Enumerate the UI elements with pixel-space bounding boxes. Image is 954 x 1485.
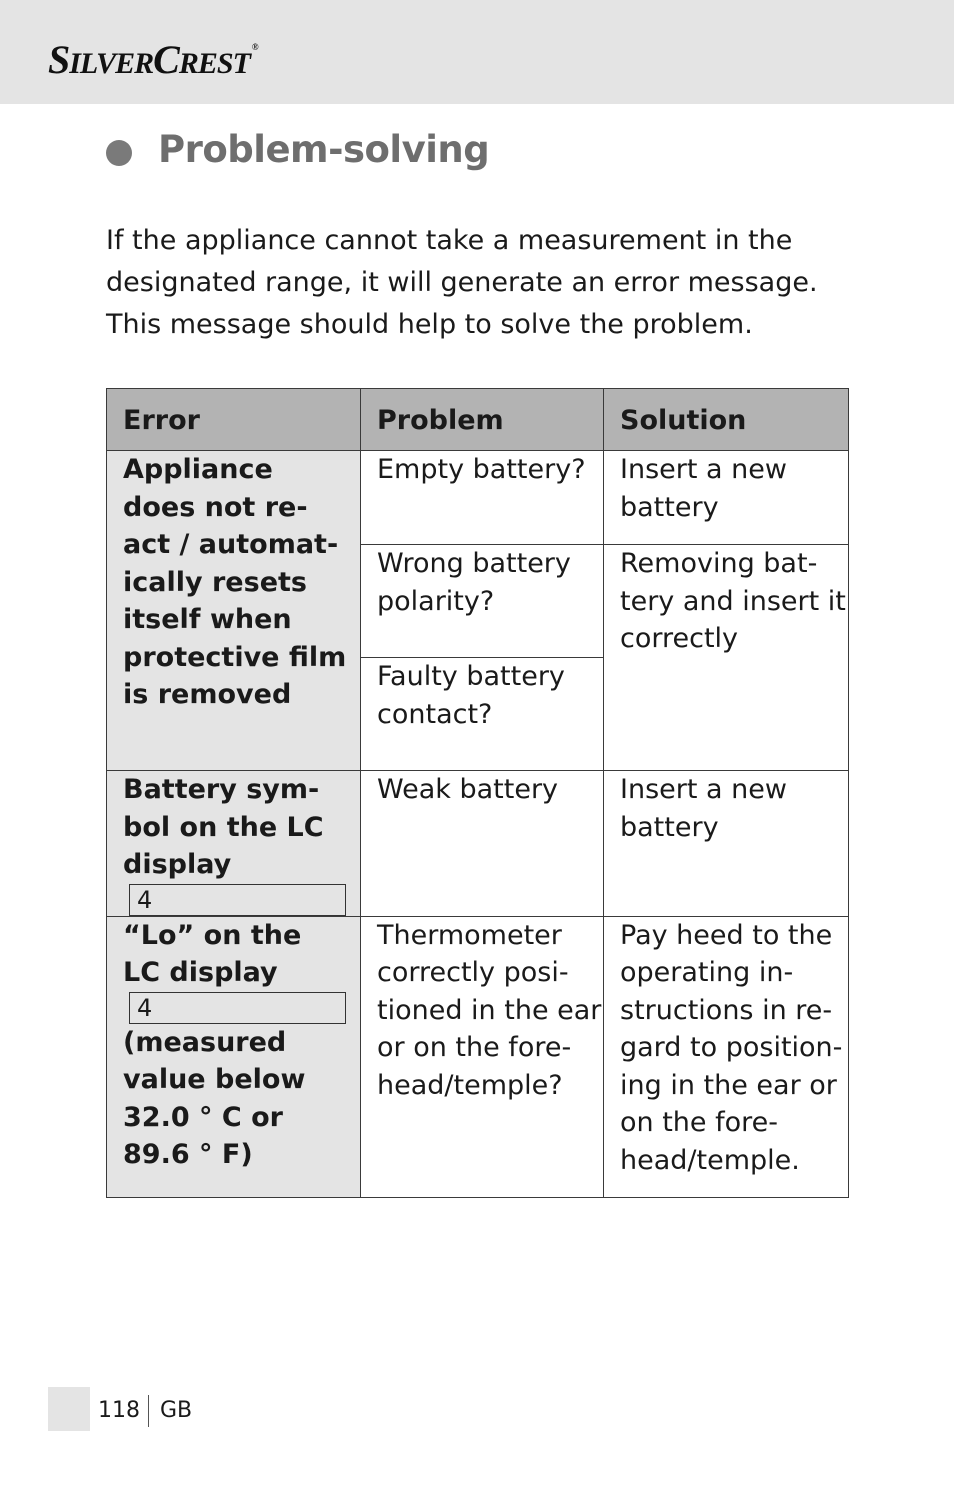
reference-number-box: 4 bbox=[129, 884, 346, 916]
footer-marker bbox=[48, 1387, 90, 1431]
error-cell-battery-symbol: Battery sym- bol on the LC display 4 bbox=[107, 771, 361, 917]
table-row bbox=[107, 771, 849, 917]
problem-solving-table bbox=[106, 388, 849, 1198]
table-row bbox=[107, 451, 849, 545]
language-code: GB bbox=[160, 1398, 193, 1423]
solution-cell: Pay heed to the operating in- structions in re- gard to position- ing in the ear or on the fore- head/temple. bbox=[604, 916, 849, 1197]
error-cell-appliance: Appliance does not re- act / automat- ically resets itself when protective film is removed bbox=[107, 451, 361, 771]
header-error: Error bbox=[107, 389, 361, 451]
solution-cell: Removing bat- tery and insert it correctly bbox=[604, 545, 849, 771]
table-row bbox=[107, 916, 849, 1197]
table-header-row bbox=[107, 389, 849, 451]
problem-cell: Weak battery bbox=[361, 771, 604, 917]
problem-cell: Faulty battery contact? bbox=[361, 658, 604, 771]
page-number: 118 bbox=[98, 1395, 149, 1427]
problem-cell: Empty battery? bbox=[361, 451, 604, 545]
intro-paragraph: If the appliance cannot take a measurement in the designated range, it will generate an error message. This message should help to solve the problem. bbox=[106, 225, 818, 340]
brand-logo: SILVERCREST ® bbox=[48, 37, 258, 82]
reference-number-box: 4 bbox=[129, 992, 346, 1024]
section-bullet-icon bbox=[106, 140, 132, 166]
solution-cell: Insert a new battery bbox=[604, 771, 849, 917]
header-problem: Problem bbox=[361, 389, 604, 451]
solution-cell: Insert a new battery bbox=[604, 451, 849, 545]
error-cell-lo: “Lo” on the LC display 4 (measured value below 32.0 ° C or 89.6 ° F) bbox=[107, 916, 361, 1197]
problem-cell: Thermometer correctly posi- tioned in the ear or on the fore- head/temple? bbox=[361, 916, 604, 1197]
header-solution: Solution bbox=[604, 389, 849, 451]
section-title: Problem-solving bbox=[158, 128, 490, 171]
problem-cell: Wrong battery polarity? bbox=[361, 545, 604, 658]
